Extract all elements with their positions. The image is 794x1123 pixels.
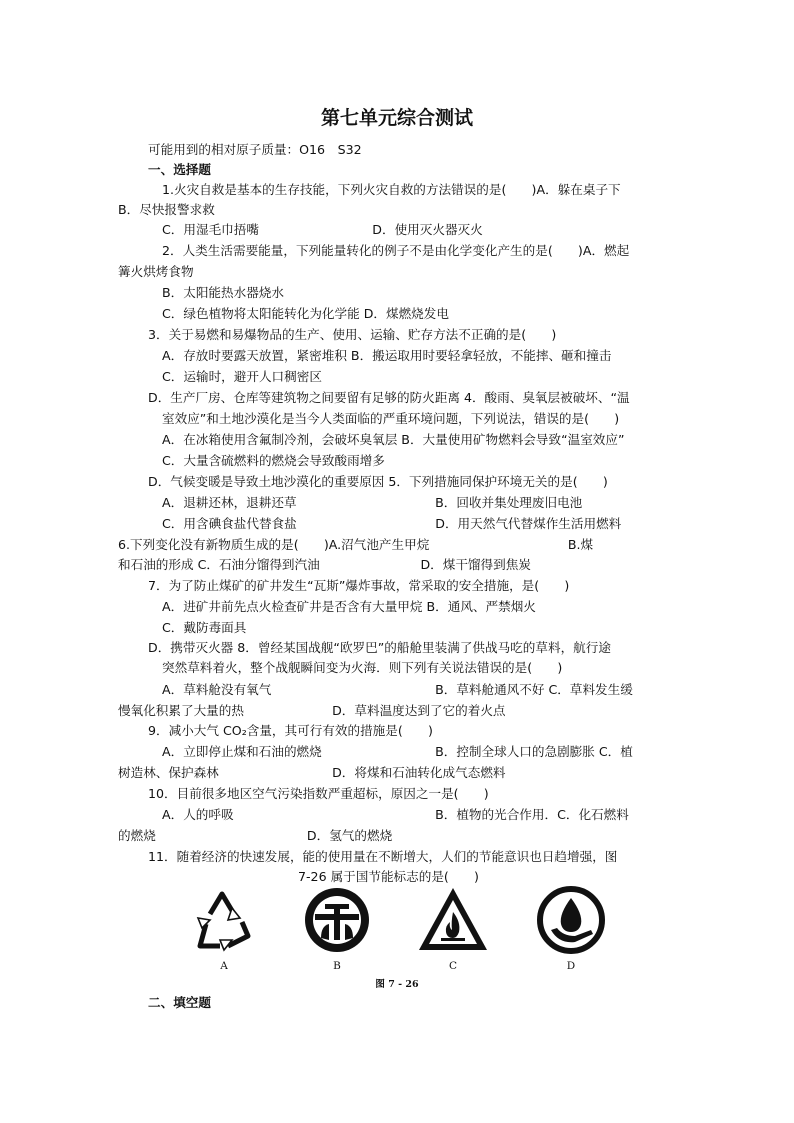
question-line: 慢氧化积累了大量的热 D．草料温度达到了它的着火点	[118, 703, 506, 718]
figure-7-26	[0, 884, 794, 984]
question-line: 7-26 属于国节能标志的是( )	[298, 869, 479, 884]
figure-label: B	[333, 960, 341, 972]
question-line: A．草料舱没有氧气 B．草料舱通风不好 C．草料发生缓	[162, 682, 633, 697]
energy-saving-icon	[301, 884, 373, 956]
question-line: 的燃烧 D．氢气的燃烧	[118, 828, 393, 843]
question-line: 1.火灾自救是基本的生存技能，下列火灾自救的方法错误的是( )A．躲在桌子下	[162, 182, 621, 197]
question-line: A．立即停止煤和石油的燃烧 B．控制全球人口的急剧膨胀 C．植	[162, 744, 633, 759]
atomic-mass-note: 可能用到的相对原子质量：O16 S32	[148, 142, 362, 157]
question-line: 突然草料着火，整个战舰瞬间变为火海．则下列有关说法错误的是( )	[162, 660, 563, 675]
water-saving-icon	[535, 884, 607, 956]
question-line: 11．随着经济的快速发展，能的使用量在不断增大，人们的节能意识也日趋增强，图	[148, 849, 618, 864]
section-heading-choice: 一、选择题	[148, 162, 211, 177]
question-line: 3．关于易燃和易爆物品的生产、使用、运输、贮存方法不正确的是( )	[148, 327, 557, 342]
flammable-warning-icon	[417, 884, 489, 956]
question-line: C．戴防毒面具	[162, 620, 247, 635]
page-title: 第七单元综合测试	[320, 107, 473, 129]
question-line: C．用含碘食盐代替食盐 D．用天然气代替煤作生活用燃料	[162, 516, 622, 531]
figure-option-b	[297, 884, 377, 972]
question-line: 室效应”和土地沙漠化是当今人类面临的严重环境问题，下列说法，错误的是( )	[162, 411, 620, 426]
question-line: A．退耕还林，退耕还草 B．回收并集处理废旧电池	[162, 495, 583, 510]
question-line: 6.下列变化没有新物质生成的是( )A.沼气池产生甲烷 B.煤	[118, 537, 594, 552]
figure-label: D	[566, 960, 576, 972]
question-line: B．太阳能热水器烧水	[162, 285, 284, 300]
question-line: A．人的呼吸 B．植物的光合作用．C．化石燃料	[162, 807, 629, 822]
recycle-icon	[188, 884, 260, 956]
question-line: 7．为了防止煤矿的矿井发生“瓦斯”爆炸事故，常采取的安全措施，是( )	[148, 578, 570, 593]
question-line: D．气候变暖是导致土地沙漠化的重要原因 5．下列措施同保护环境无关的是( )	[148, 474, 608, 489]
question-line: 和石油的形成 C．石油分馏得到汽油 D．煤干馏得到焦炭	[118, 557, 531, 572]
figure-option-c	[413, 884, 493, 972]
figure-option-d	[531, 884, 611, 972]
question-line: 9．减小大气 CO₂含量，其可行有效的措施是( )	[148, 723, 433, 738]
question-line: A．存放时要露天放置，紧密堆积 B．搬运取用时要轻拿轻放，不能摔、砸和撞击	[162, 348, 612, 363]
question-line: C．大量含硫燃料的燃烧会导致酸雨增多	[162, 453, 385, 468]
question-line: D．携带灭火器 8．曾经某国战舰“欧罗巴”的船舱里装满了供战马吃的草料，航行途	[148, 640, 611, 655]
question-line: A．进矿井前先点火检查矿井是否含有大量甲烷 B．通风、严禁烟火	[162, 599, 536, 614]
section-heading-fill: 二、填空题	[148, 995, 211, 1010]
figure-label: A	[220, 960, 228, 972]
question-line: 篝火烘烤食物	[118, 264, 194, 279]
question-line: D．生产厂房、仓库等建筑物之间要留有足够的防火距离 4．酸雨、臭氧层被破坏、“温	[148, 390, 630, 405]
figure-option-a	[184, 884, 264, 972]
figure-caption: 图 7 - 26	[375, 979, 419, 990]
question-line: C．运输时，避开人口稠密区	[162, 369, 322, 384]
question-line: 10．目前很多地区空气污染指数严重超标，原因之一是( )	[148, 786, 489, 801]
figure-label: C	[448, 960, 458, 972]
question-line: 树造林、保护森林 D．将煤和石油转化成气态燃料	[118, 765, 506, 780]
question-line: B．尽快报警求救	[118, 202, 215, 217]
question-line: A．在冰箱使用含氟制冷剂，会破坏臭氧层 B．大量使用矿物燃料会导致“温室效应”	[162, 432, 625, 447]
question-line: 2．人类生活需要能量，下列能量转化的例子不是由化学变化产生的是( )A．燃起	[162, 243, 630, 258]
question-line: C．用湿毛巾捂嘴 D．使用灭火器灭火	[162, 222, 483, 237]
question-line: C．绿色植物将太阳能转化为化学能 D．煤燃烧发电	[162, 306, 449, 321]
